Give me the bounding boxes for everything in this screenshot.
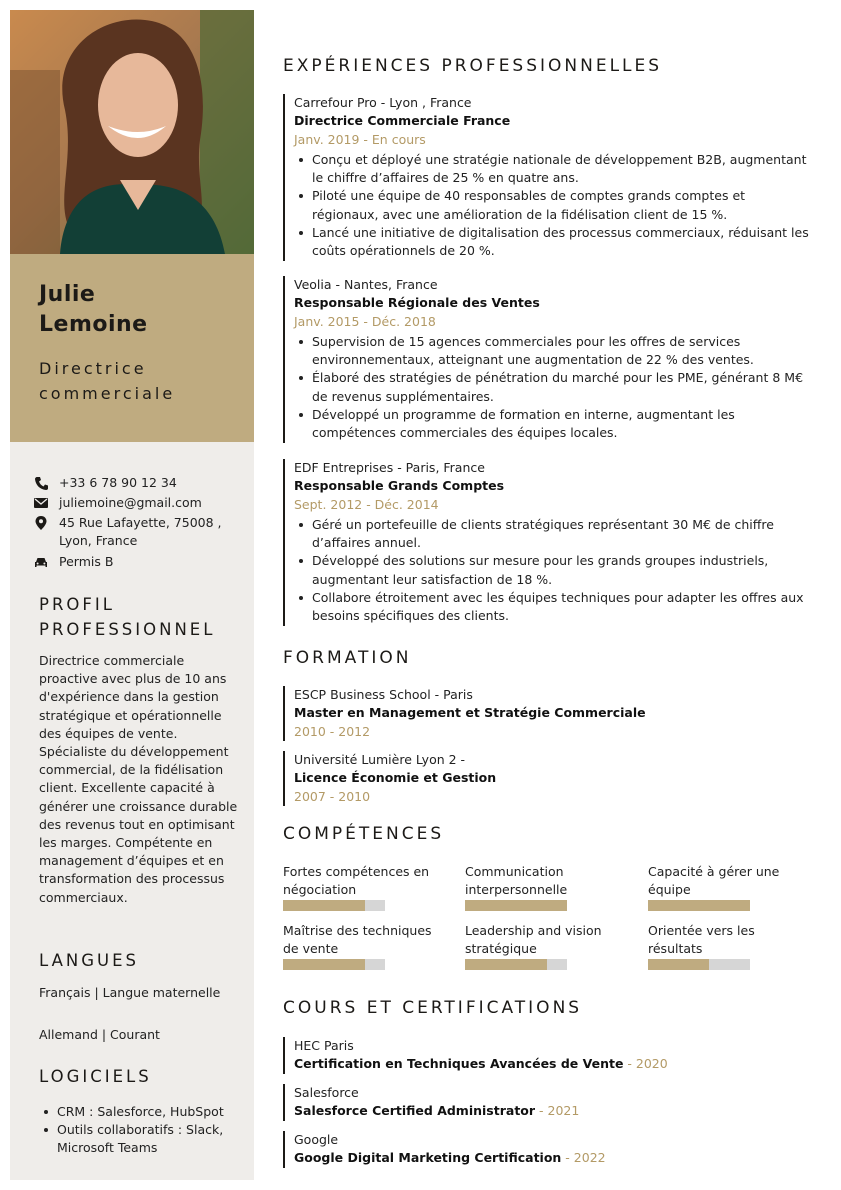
- skill-label: Leadership and vision stratégique: [465, 923, 602, 957]
- employer: EDF Entreprises - Paris, France: [294, 460, 485, 475]
- skill-label: Orientée vers les résultats: [648, 923, 755, 957]
- skill-bar: [283, 959, 385, 970]
- skill-item: [465, 922, 625, 970]
- achievement-item: Développé un programme de formation en interne, augmentant les compétences commerciales des équipes locales.: [294, 406, 813, 443]
- achievement-item: Élaboré des stratégies de pénétration du marché pour les PME, générant 8 M€ de revenus supplémentaires.: [294, 369, 813, 406]
- job-title: Directrice commerciale: [39, 359, 176, 403]
- languages-heading: LANGUES: [39, 951, 139, 970]
- certification-entry: [283, 1131, 813, 1168]
- certification-name-line: [294, 1149, 813, 1167]
- certification-issuer: Google: [294, 1132, 339, 1147]
- certification-name: Google Digital Marketing Certification: [294, 1150, 562, 1166]
- software-item: Outils collaboratifs : Slack, Microsoft Teams: [39, 1121, 239, 1157]
- achievement-item: Géré un portefeuille de clients stratégiques représentant 30 M€ de chiffre d’affaires annuel.: [294, 516, 813, 553]
- skill-bar-fill: [465, 900, 567, 911]
- certification-issuer: HEC Paris: [294, 1038, 354, 1053]
- achievement-list: [294, 333, 813, 443]
- skill-item: [648, 863, 808, 911]
- degree: Master en Management et Stratégie Commerciale: [294, 705, 646, 721]
- location-pin-icon: [34, 515, 48, 531]
- software-heading: LOGICIELS: [39, 1067, 152, 1086]
- profile-summary: Directrice commerciale proactive avec plus de 10 ans d'expérience dans la gestion stratégique et opérationnelle des équipes de vente. Spécialiste du développement commercial, de la fidélisation client. Excellente capacité à générer une croissance durable des revenus tout en optimisant les marges. Compétente en management d’équipes et en transformation des processus commerciaux.: [39, 653, 238, 905]
- school: Université Lumière Lyon 2 -: [294, 752, 466, 767]
- skill-label: Capacité à gérer une équipe: [648, 864, 780, 898]
- last-name: Lemoine: [39, 312, 148, 337]
- first-name: Julie: [39, 282, 96, 307]
- certifications-heading: COURS ET CERTIFICATIONS: [283, 998, 583, 1018]
- skill-bar: [648, 900, 750, 911]
- skill-bar-fill: [465, 959, 547, 970]
- job-dates: Janv. 2015 - Déc. 2018: [294, 313, 436, 329]
- skill-bar-fill: [648, 900, 750, 911]
- email-address[interactable]: juliemoine@gmail.com: [59, 495, 202, 510]
- job-dates: Sept. 2012 - Déc. 2014: [294, 496, 439, 512]
- job-role: Directrice Commerciale France: [294, 113, 511, 129]
- certification-entry: [283, 1037, 813, 1074]
- achievement-item: Lancé une initiative de digitalisation des processus commerciaux, réduisant les coûts opérationnels de 20 %.: [294, 224, 813, 261]
- software-list: [39, 1103, 239, 1157]
- achievement-item: Conçu et déployé une stratégie nationale de développement B2B, augmentant le chiffre d’affaires de 25 % en quatre ans.: [294, 151, 813, 188]
- skill-bar: [465, 959, 567, 970]
- school: ESCP Business School - Paris: [294, 687, 473, 702]
- degree: Licence Économie et Gestion: [294, 770, 497, 786]
- certification-name: Certification en Techniques Avancées de Vente: [294, 1056, 624, 1072]
- skill-label: Fortes compétences en négociation: [283, 864, 430, 898]
- certification-issuer: Salesforce: [294, 1085, 359, 1100]
- mail-icon: [34, 495, 48, 511]
- certification-year: - 2021: [535, 1103, 580, 1119]
- education-dates: 2010 - 2012: [294, 723, 371, 739]
- skill-bar-fill: [648, 959, 709, 970]
- language-item: Français | Langue maternelle: [39, 985, 221, 1000]
- skill-bar: [648, 959, 750, 970]
- experience-entry: [283, 276, 813, 443]
- software-item: CRM : Salesforce, HubSpot: [39, 1103, 239, 1121]
- skill-item: [283, 922, 443, 970]
- education-heading: FORMATION: [283, 648, 412, 668]
- experience-heading: EXPÉRIENCES PROFESSIONNELLES: [283, 56, 663, 76]
- achievement-item: Supervision de 15 agences commerciales pour les offres de services environnementaux, atteignant une augmentation de 22 % des ventes.: [294, 333, 813, 370]
- experience-entry: [283, 459, 813, 626]
- skill-item: [648, 922, 808, 970]
- experience-entry: [283, 94, 813, 261]
- certification-year: - 2022: [561, 1150, 606, 1166]
- certification-entry: [283, 1084, 813, 1121]
- postal-address: 45 Rue Lafayette, 75008 , Lyon, France: [59, 515, 222, 548]
- driving-license: Permis B: [59, 554, 114, 569]
- achievement-list: [294, 516, 813, 626]
- employer: Veolia - Nantes, France: [294, 277, 438, 292]
- achievement-list: [294, 151, 813, 261]
- skill-label: Communication interpersonnelle: [465, 864, 568, 898]
- job-role: Responsable Régionale des Ventes: [294, 295, 540, 311]
- skill-label: Maîtrise des techniques de vente: [283, 923, 432, 957]
- name-block: [10, 254, 254, 442]
- car-icon: [34, 554, 48, 570]
- achievement-item: Piloté une équipe de 40 responsables de comptes grands comptes et régionaux, avec une amélioration de la fidélisation client de 15 %.: [294, 187, 813, 224]
- employer: Carrefour Pro - Lyon , France: [294, 95, 472, 110]
- sidebar: [10, 10, 254, 1180]
- profile-photo: [10, 10, 254, 254]
- education-entry: [283, 751, 813, 806]
- achievement-item: Collabore étroitement avec les équipes techniques pour adapter les offres aux besoins spécifiques des clients.: [294, 589, 813, 626]
- certification-name: Salesforce Certified Administrator: [294, 1103, 536, 1119]
- achievement-item: Développé des solutions sur mesure pour les grands groupes industriels, augmentant leur satisfaction de 18 %.: [294, 552, 813, 589]
- profile-heading: PROFIL PROFESSIONNEL: [39, 595, 216, 639]
- certification-name-line: [294, 1102, 813, 1120]
- education-dates: 2007 - 2010: [294, 788, 371, 804]
- skill-bar-fill: [283, 959, 365, 970]
- skills-heading: COMPÉTENCES: [283, 824, 445, 844]
- job-dates: Janv. 2019 - En cours: [294, 131, 426, 147]
- job-role: Responsable Grands Comptes: [294, 478, 505, 494]
- skill-bar-fill: [283, 900, 365, 911]
- skill-bar: [465, 900, 567, 911]
- skill-bar: [283, 900, 385, 911]
- skill-item: [283, 863, 443, 911]
- skill-item: [465, 863, 625, 911]
- language-item: Allemand | Courant: [39, 1027, 160, 1042]
- phone-number[interactable]: +33 6 78 90 12 34: [59, 475, 177, 490]
- education-entry: [283, 686, 813, 741]
- certification-year: - 2020: [623, 1056, 668, 1072]
- phone-icon: [34, 475, 48, 491]
- certification-name-line: [294, 1055, 813, 1073]
